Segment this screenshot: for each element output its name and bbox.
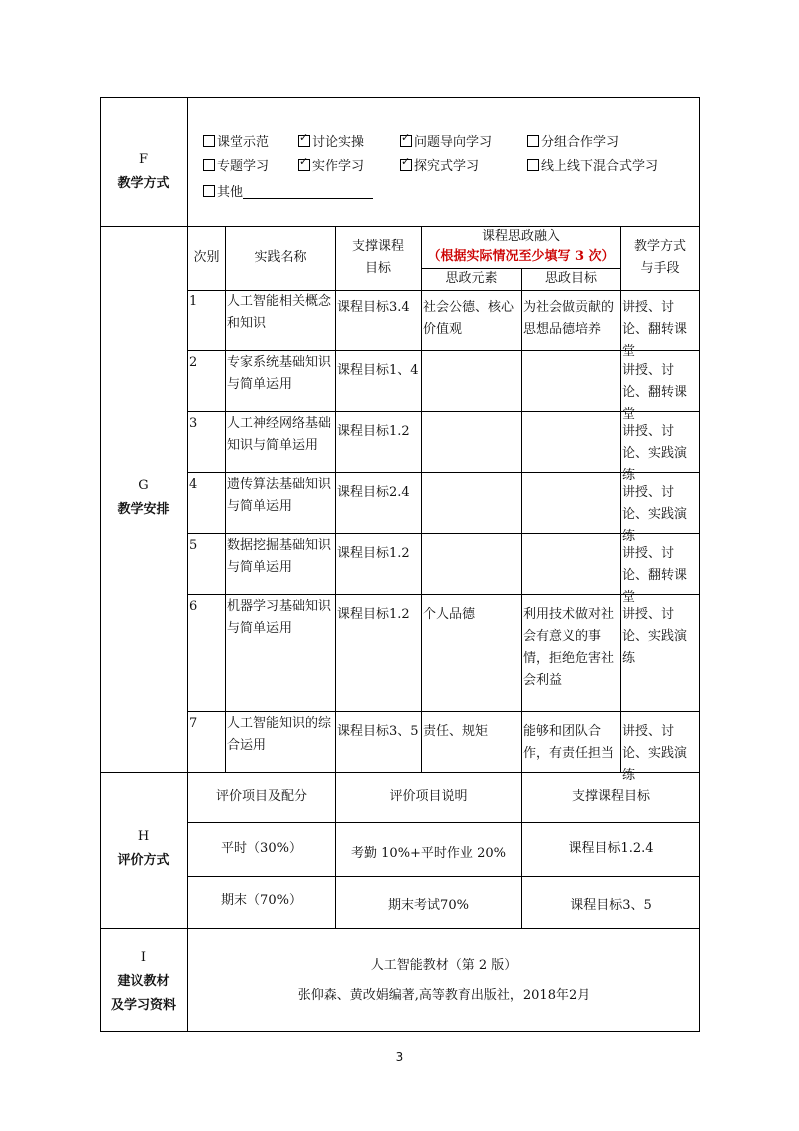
row-goal: 课程目标1.2 xyxy=(337,607,410,622)
section-code: F xyxy=(138,152,149,167)
eval-header-item: 评价项目及配分 xyxy=(215,789,307,804)
row-target: 为社会做贡献的思想品德培养 xyxy=(523,300,615,337)
row-element: 责任、规矩 xyxy=(423,724,489,739)
method-option[interactable] xyxy=(203,157,269,177)
row-goal: 课程目标1.2 xyxy=(337,546,410,561)
method-label: 实作学习 xyxy=(312,159,365,174)
col-header-method: 教学方式与手段 xyxy=(633,239,686,276)
eval-row-goal: 课程目标3、5 xyxy=(570,898,652,913)
section-code: H xyxy=(137,829,150,844)
row-method: 讲授、讨论、实践演练 xyxy=(622,724,688,783)
checkbox-checked-icon[interactable] xyxy=(400,159,412,171)
row-index: 4 xyxy=(189,477,198,492)
method-option[interactable] xyxy=(527,157,658,177)
checkbox-icon[interactable] xyxy=(203,159,215,171)
eval-row-desc: 期末考试70% xyxy=(388,898,469,913)
section-code: G xyxy=(138,478,149,493)
checkbox-checked-icon[interactable] xyxy=(298,159,310,171)
row-goal: 课程目标2.4 xyxy=(337,485,410,500)
eval-row-item: 平时（30%） xyxy=(221,841,302,856)
checkbox-icon[interactable] xyxy=(527,159,539,171)
textbook-title: 人工智能教材（第 2 版） xyxy=(370,958,518,973)
divider xyxy=(225,226,226,772)
row-method: 讲授、讨论、翻转课堂 xyxy=(622,546,688,605)
eval-row-goal: 课程目标1.2.4 xyxy=(568,841,654,856)
method-label: 问题导向学习 xyxy=(414,135,493,150)
eval-row-desc: 考勤 10%+平时作业 20% xyxy=(351,846,506,861)
divider xyxy=(100,928,700,929)
row-name: 数据挖掘基础知识与简单运用 xyxy=(227,538,332,575)
method-option[interactable] xyxy=(400,133,492,153)
row-index: 2 xyxy=(189,355,198,370)
section-label-f xyxy=(100,148,187,196)
divider xyxy=(187,876,700,877)
divider xyxy=(187,711,700,712)
method-option[interactable] xyxy=(298,157,364,177)
row-name: 人工神经网络基础知识与简单运用 xyxy=(227,416,332,453)
checkbox-checked-icon[interactable] xyxy=(298,135,310,147)
row-target: 利用技术做对社会有意义的事情，拒绝危害社会利益 xyxy=(523,607,615,688)
eval-row-item: 期末（70%） xyxy=(221,893,302,908)
page-number: 3 xyxy=(395,1050,404,1064)
other-blank-field[interactable] xyxy=(243,184,373,199)
section-label-i xyxy=(100,946,187,1018)
divider xyxy=(187,822,700,823)
row-method: 讲授、讨论、翻转课堂 xyxy=(622,300,688,359)
divider xyxy=(521,268,522,772)
method-label: 其他 xyxy=(217,185,244,200)
checkbox-icon[interactable] xyxy=(203,135,215,147)
divider xyxy=(335,226,336,772)
col-header-name: 实践名称 xyxy=(254,250,307,265)
row-index: 3 xyxy=(189,416,198,431)
row-method: 讲授、讨论、翻转课堂 xyxy=(622,363,688,422)
row-goal: 课程目标3、5 xyxy=(337,724,419,739)
checkbox-icon[interactable] xyxy=(527,135,539,147)
row-target: 能够和团队合作，有责任担当 xyxy=(523,724,615,761)
section-name: 教学安排 xyxy=(117,502,170,517)
row-goal: 课程目标3.4 xyxy=(337,300,410,315)
row-element: 个人品德 xyxy=(423,607,476,622)
section-name: 教学方式 xyxy=(117,176,170,191)
row-method: 讲授、讨论、实践演练 xyxy=(622,485,688,544)
divider xyxy=(100,772,700,773)
eval-header-goal: 支撑课程目标 xyxy=(571,789,650,804)
method-option-other[interactable] xyxy=(203,183,373,203)
section-label-g xyxy=(100,474,187,522)
row-goal: 课程目标1.2 xyxy=(337,424,410,439)
row-element: 社会公德、核心价值观 xyxy=(423,300,515,337)
row-name: 人工智能知识的综合运用 xyxy=(227,716,332,753)
row-name: 机器学习基础知识与简单运用 xyxy=(227,599,332,636)
row-name: 人工智能相关概念和知识 xyxy=(227,294,332,331)
method-label: 探究式学习 xyxy=(414,159,480,174)
section-name: 评价方式 xyxy=(117,853,170,868)
col-header-target: 思政目标 xyxy=(544,271,597,286)
method-label: 课堂示范 xyxy=(217,135,270,150)
row-name: 专家系统基础知识与简单运用 xyxy=(227,355,332,392)
method-option[interactable] xyxy=(527,133,619,153)
col-header-ideo: 课程思政融入 xyxy=(481,229,560,244)
row-index: 1 xyxy=(189,294,198,309)
checkbox-icon[interactable] xyxy=(203,185,215,197)
row-index: 5 xyxy=(189,538,198,553)
divider xyxy=(620,226,621,772)
method-option[interactable] xyxy=(203,133,269,153)
method-option[interactable] xyxy=(400,157,479,177)
col-header-index: 次别 xyxy=(193,250,220,265)
col-header-element: 思政元素 xyxy=(445,271,498,286)
method-option[interactable] xyxy=(298,133,364,153)
method-label: 讨论实操 xyxy=(312,135,365,150)
row-index: 6 xyxy=(189,599,198,614)
divider xyxy=(421,226,422,772)
method-label: 专题学习 xyxy=(217,159,270,174)
section-name-line2: 及学习资料 xyxy=(110,998,176,1013)
row-goal: 课程目标1、4 xyxy=(337,363,419,378)
checkbox-checked-icon[interactable] xyxy=(400,135,412,147)
section-code: I xyxy=(140,950,147,965)
method-label: 分组合作学习 xyxy=(541,135,620,150)
section-name: 建议教材 xyxy=(117,974,170,989)
row-method: 讲授、讨论、实践演练 xyxy=(622,607,688,666)
eval-header-desc: 评价项目说明 xyxy=(389,789,468,804)
row-name: 遗传算法基础知识与简单运用 xyxy=(227,477,332,514)
row-index: 7 xyxy=(189,716,198,731)
col-header-goal: 支撑课程目标 xyxy=(351,239,404,276)
section-label-h xyxy=(100,825,187,873)
col-header-ideo-note: （根据实际情况至少填写 3 次） xyxy=(427,249,615,264)
textbook-publisher: 张仰森、黄改娟编著,高等教育出版社，2018年2月 xyxy=(297,988,591,1003)
row-method: 讲授、讨论、实践演练 xyxy=(622,424,688,483)
method-label: 线上线下混合式学习 xyxy=(541,159,659,174)
